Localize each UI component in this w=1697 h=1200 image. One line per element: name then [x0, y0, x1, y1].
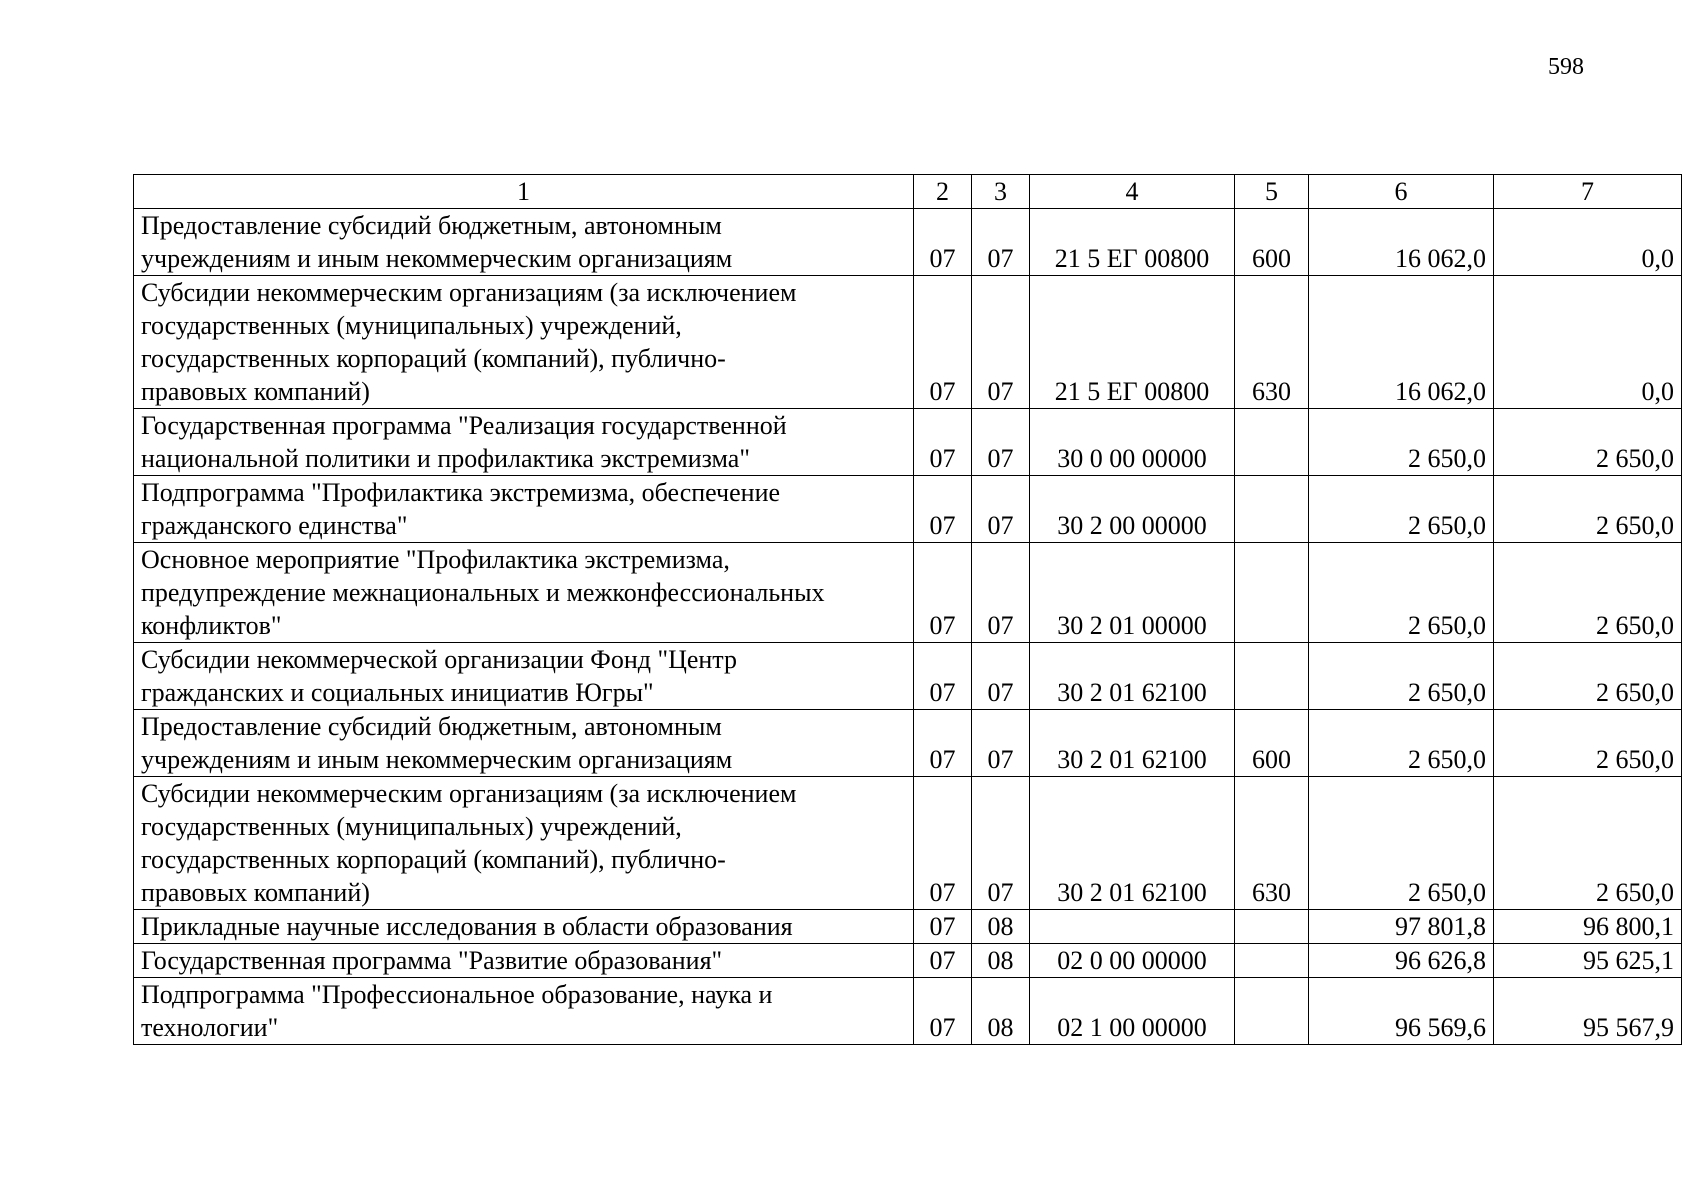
description-line: Подпрограмма "Профилактика экстремизма, обеспечение [141, 478, 781, 507]
description-line: Прикладные научные исследования в области образования [141, 912, 793, 941]
row-description [134, 643, 914, 710]
amount-second: 2 650,0 [1494, 777, 1682, 910]
subsection-code: 07 [972, 276, 1030, 409]
target-article-code: 30 2 01 62100 [1030, 643, 1235, 710]
expense-type-code [1235, 643, 1309, 710]
description-line: гражданского единства" [141, 511, 408, 540]
description-line: правовых компаний) [141, 377, 370, 406]
description-line: Государственная программа "Реализация государственной [141, 411, 787, 440]
description-line: Субсидии некоммерческой организации Фонд "Центр [141, 645, 737, 674]
description-line: государственных (муниципальных) учреждений, [141, 812, 682, 841]
table-body [134, 209, 1682, 1045]
budget-table [133, 174, 1682, 1045]
section-code: 07 [914, 944, 972, 978]
description-line: Субсидии некоммерческим организациям (за исключением [141, 779, 797, 808]
table-row [134, 710, 1682, 777]
amount-first: 96 626,8 [1309, 944, 1494, 978]
section-code: 07 [914, 643, 972, 710]
description-line: Предоставление субсидий бюджетным, автономным [141, 712, 722, 741]
amount-first: 2 650,0 [1309, 710, 1494, 777]
description-line: национальной политики и профилактика экстремизма" [141, 444, 750, 473]
amount-second: 2 650,0 [1494, 710, 1682, 777]
description-line: Субсидии некоммерческим организациям (за исключением [141, 278, 797, 307]
description-line: учреждениям и иным некоммерческим организациям [141, 745, 733, 774]
amount-first: 16 062,0 [1309, 209, 1494, 276]
section-code: 07 [914, 476, 972, 543]
row-description [134, 476, 914, 543]
subsection-code: 08 [972, 910, 1030, 944]
section-code: 07 [914, 209, 972, 276]
subsection-code: 07 [972, 543, 1030, 643]
table-row [134, 910, 1682, 944]
description-line: учреждениям и иным некоммерческим организациям [141, 244, 733, 273]
page-number: 598 [1548, 54, 1584, 80]
description-line: конфликтов" [141, 611, 282, 640]
subsection-code: 07 [972, 710, 1030, 777]
column-header: 2 [914, 175, 972, 209]
amount-first: 2 650,0 [1309, 643, 1494, 710]
row-description [134, 710, 914, 777]
section-code: 07 [914, 978, 972, 1045]
target-article-code [1030, 910, 1235, 944]
amount-second: 2 650,0 [1494, 543, 1682, 643]
target-article-code: 30 2 01 62100 [1030, 710, 1235, 777]
amount-second: 2 650,0 [1494, 476, 1682, 543]
amount-second: 2 650,0 [1494, 643, 1682, 710]
target-article-code: 02 1 00 00000 [1030, 978, 1235, 1045]
table-row [134, 643, 1682, 710]
expense-type-code: 600 [1235, 710, 1309, 777]
amount-first: 2 650,0 [1309, 476, 1494, 543]
target-article-code: 30 2 01 62100 [1030, 777, 1235, 910]
expense-type-code: 630 [1235, 276, 1309, 409]
target-article-code: 21 5 ЕГ 00800 [1030, 276, 1235, 409]
row-description [134, 910, 914, 944]
section-code: 07 [914, 543, 972, 643]
description-line: технологии" [141, 1013, 279, 1042]
row-description [134, 276, 914, 409]
amount-first: 2 650,0 [1309, 543, 1494, 643]
amount-second: 95 567,9 [1494, 978, 1682, 1045]
table-row [134, 944, 1682, 978]
expense-type-code [1235, 910, 1309, 944]
expense-type-code [1235, 543, 1309, 643]
row-description [134, 209, 914, 276]
subsection-code: 07 [972, 476, 1030, 543]
column-header: 3 [972, 175, 1030, 209]
table-row [134, 777, 1682, 910]
target-article-code: 21 5 ЕГ 00800 [1030, 209, 1235, 276]
target-article-code: 30 2 00 00000 [1030, 476, 1235, 543]
table-row [134, 409, 1682, 476]
amount-second: 95 625,1 [1494, 944, 1682, 978]
table-row [134, 276, 1682, 409]
subsection-code: 07 [972, 777, 1030, 910]
table-row [134, 978, 1682, 1045]
subsection-code: 08 [972, 978, 1030, 1045]
amount-first: 2 650,0 [1309, 409, 1494, 476]
amount-second: 96 800,1 [1494, 910, 1682, 944]
subsection-code: 07 [972, 209, 1030, 276]
row-description [134, 978, 914, 1045]
amount-first: 2 650,0 [1309, 777, 1494, 910]
description-line: государственных корпораций (компаний), публично- [141, 344, 726, 373]
row-description [134, 409, 914, 476]
section-code: 07 [914, 276, 972, 409]
section-code: 07 [914, 409, 972, 476]
expense-type-code [1235, 476, 1309, 543]
amount-second: 0,0 [1494, 209, 1682, 276]
expense-type-code [1235, 978, 1309, 1045]
subsection-code: 07 [972, 409, 1030, 476]
description-line: Основное мероприятие "Профилактика экстремизма, [141, 545, 730, 574]
column-header: 4 [1030, 175, 1235, 209]
column-header: 1 [134, 175, 914, 209]
column-header: 7 [1494, 175, 1682, 209]
description-line: предупреждение межнациональных и межконфессиональных [141, 578, 825, 607]
expense-type-code [1235, 409, 1309, 476]
description-line: Подпрограмма "Профессиональное образование, наука и [141, 980, 773, 1009]
description-line: государственных корпораций (компаний), публично- [141, 845, 726, 874]
description-line: Предоставление субсидий бюджетным, автономным [141, 211, 722, 240]
section-code: 07 [914, 910, 972, 944]
target-article-code: 30 2 01 00000 [1030, 543, 1235, 643]
header-row [134, 175, 1682, 209]
column-header: 5 [1235, 175, 1309, 209]
target-article-code: 02 0 00 00000 [1030, 944, 1235, 978]
table-row [134, 543, 1682, 643]
column-header: 6 [1309, 175, 1494, 209]
subsection-code: 08 [972, 944, 1030, 978]
description-line: государственных (муниципальных) учреждений, [141, 311, 682, 340]
row-description [134, 777, 914, 910]
subsection-code: 07 [972, 643, 1030, 710]
description-line: гражданских и социальных инициатив Югры" [141, 678, 654, 707]
expense-type-code [1235, 944, 1309, 978]
table-row [134, 476, 1682, 543]
amount-first: 96 569,6 [1309, 978, 1494, 1045]
description-line: правовых компаний) [141, 878, 370, 907]
section-code: 07 [914, 777, 972, 910]
row-description [134, 944, 914, 978]
expense-type-code: 600 [1235, 209, 1309, 276]
target-article-code: 30 0 00 00000 [1030, 409, 1235, 476]
section-code: 07 [914, 710, 972, 777]
description-line: Государственная программа "Развитие образования" [141, 946, 723, 975]
amount-first: 16 062,0 [1309, 276, 1494, 409]
row-description [134, 543, 914, 643]
amount-second: 2 650,0 [1494, 409, 1682, 476]
table-row [134, 209, 1682, 276]
amount-second: 0,0 [1494, 276, 1682, 409]
amount-first: 97 801,8 [1309, 910, 1494, 944]
expense-type-code: 630 [1235, 777, 1309, 910]
